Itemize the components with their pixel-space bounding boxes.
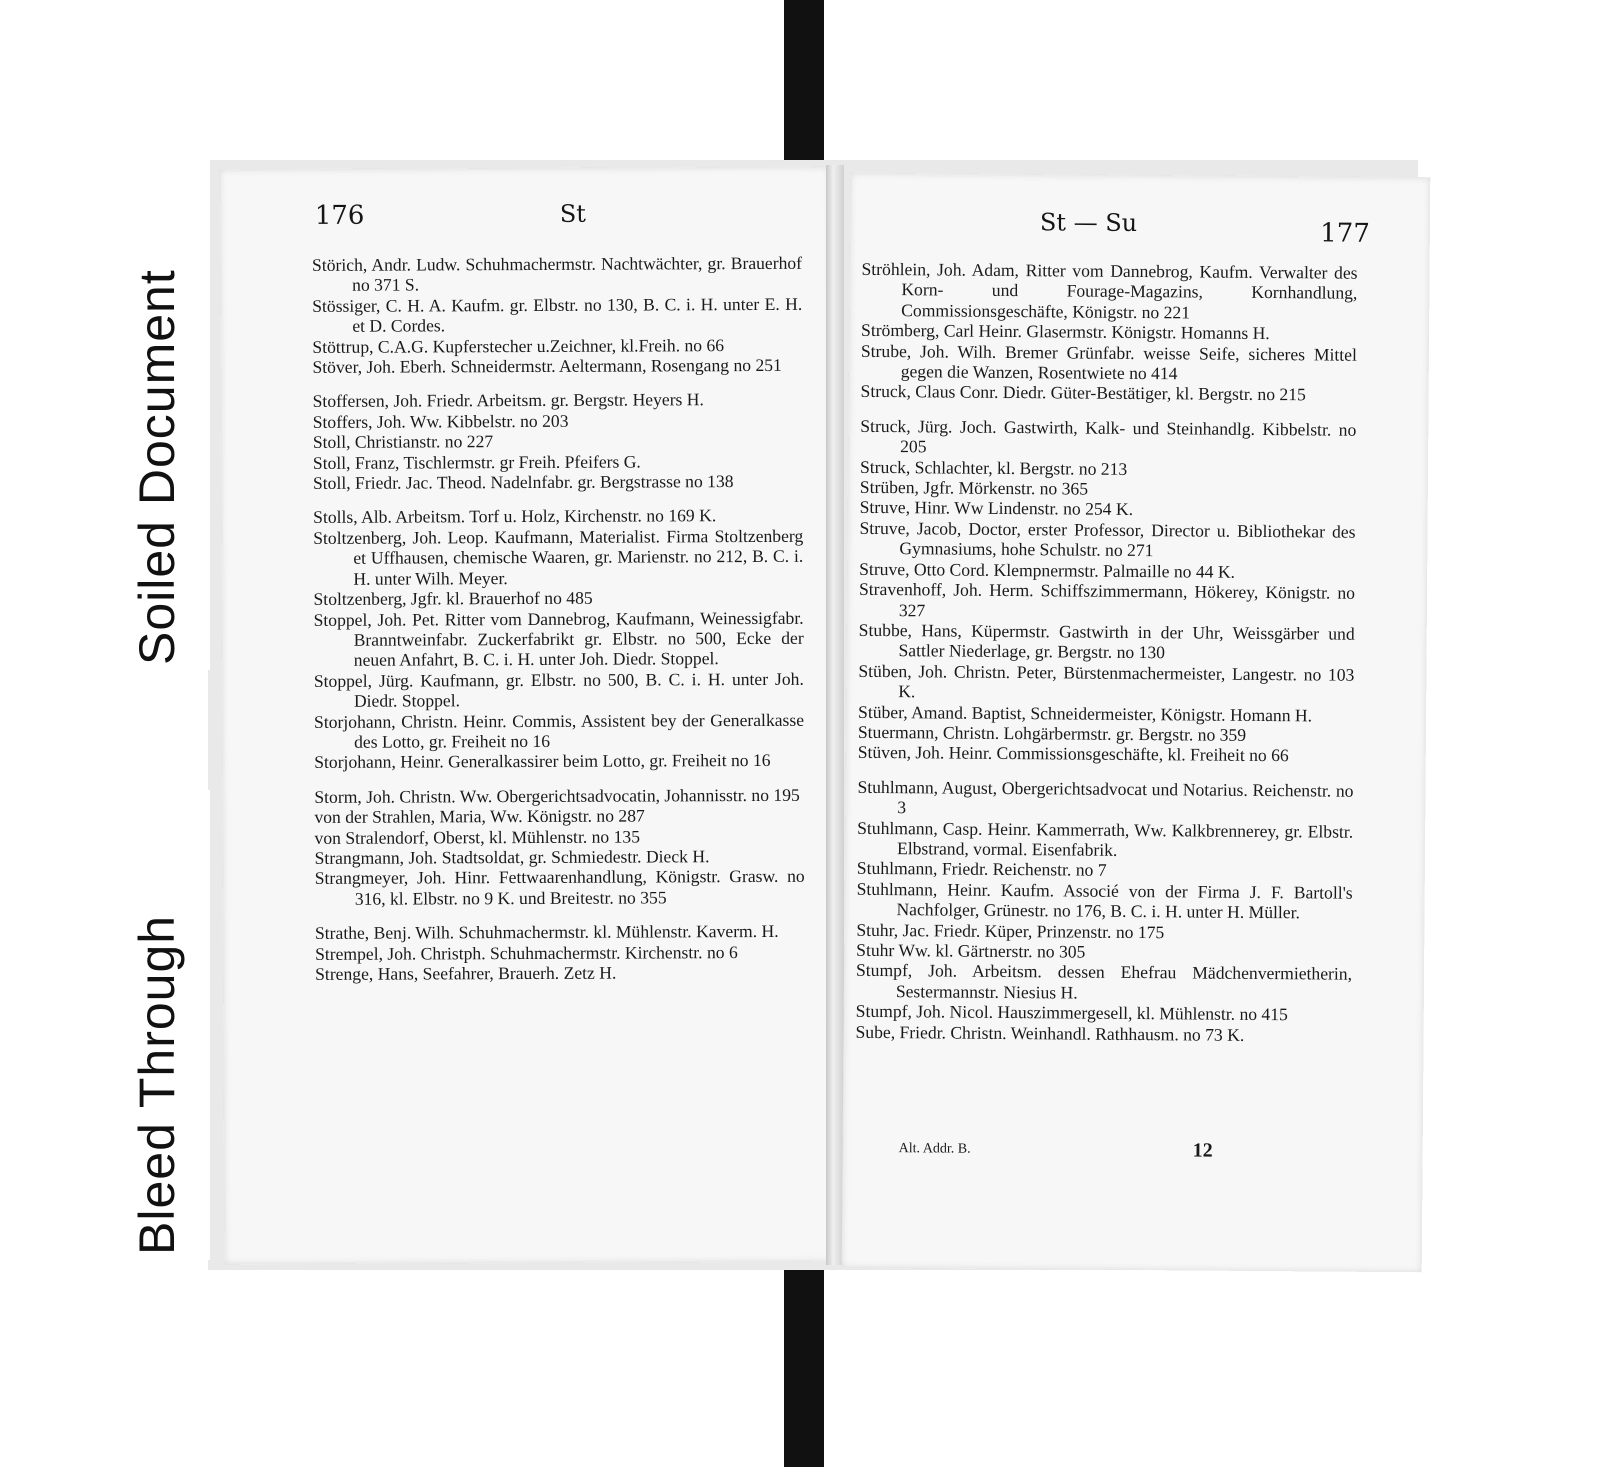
directory-entry: Strangmeyer, Joh. Hinr. Fettwaarenhandlung, Königstr. Grasw. no 316, kl. Elbstr. no 9 K. und Breitestr. no 355 [314,866,805,909]
directory-entry: Stoll, Friedr. Jac. Theod. Nadelnfabr. gr. Bergstrasse no 138 [312,471,734,493]
directory-entry: Stuhlmann, Friedr. Reichenstr. no 7 [856,858,1107,881]
directory-entry: Struve, Otto Cord. Klempnermstr. Palmaille no 44 K. [859,558,1236,582]
directory-entry: Stubbe, Hans, Küpermstr. Gastwirth in der Uhr, Weissgärber und Sattler Niederlage, gr. Bergstr. no 130 [858,619,1355,663]
right-page-header [850,201,1430,249]
directory-entry: Störich, Andr. Ludw. Schuhmachermstr. Nachtwächter, gr. Brauerhof no 371 S. [311,252,803,296]
signature-mark: Alt. Addr. B. [898,1141,971,1157]
directory-entry: Strüben, Jgfr. Mörkenstr. no 365 [859,476,1089,499]
directory-entry: von der Strahlen, Maria, Ww. Königstr. no 287 [314,805,645,828]
directory-entry: Stöttrup, C.A.G. Kupferstecher u.Zeichner, kl.Freih. no 66 [312,334,725,357]
directory-entry: Stuhlmann, Casp. Heinr. Kammerrath, Ww. Kalkbrennerey, gr. Elbstr. Elbstrand, vormal. Eisenfabrik. [857,817,1354,860]
directory-entry: Stüben, Joh. Christn. Peter, Bürstenmachermeister, Langestr. no 103 K. [858,660,1355,702]
directory-entry: Stoll, Christianstr. no 227 [312,431,494,453]
left-page-number: 176 [314,200,365,231]
soiled-document-label: Soiled Document [129,269,185,665]
right-entry-list [855,259,1357,1046]
directory-entry: Stoppel, Jürg. Kaufmann, gr. Elbstr. no 500, B. C. i. H. unter Joh. Diedr. Stoppel. [313,668,804,711]
directory-entry: Stoltzenberg, Jgfr. kl. Brauerhof no 485 [313,587,593,610]
directory-entry: Stuhlmann, Heinr. Kaufm. Associé von der Firma J. F. Bartoll's Nachfolger, Grünestr. no 176, B. C. i. H. unter H. Müller. [856,878,1353,923]
directory-entry: Sube, Friedr. Christn. Weinhandl. Rathhausm. no 73 K. [855,1021,1245,1045]
directory-entry: Stumpf, Joh. Arbeitsm. dessen Ehefrau Mädchenvermietherin, Sestermannstr. Niesius H. [855,960,1353,1003]
directory-entry: Storjohann, Christn. Heinr. Commis, Assistent bey der Generalkasse des Lotto, gr. Freiheit no 16 [313,709,805,752]
directory-entry: Stoll, Franz, Tischlermstr. gr Freih. Pfeifers G. [312,451,641,473]
directory-entry: Struck, Schlachter, kl. Bergstr. no 213 [859,456,1128,479]
right-running-head: St — Su [1039,208,1138,237]
bleed-through-label: Bleed Through [129,914,185,1255]
directory-entry: Strangmann, Joh. Stadtsoldat, gr. Schmiedestr. Dieck H. [314,846,710,868]
directory-entry: Strömberg, Carl Heinr. Glasermstr. Königstr. Homanns H. [860,320,1270,344]
directory-entry: Struve, Hinr. Ww Lindenstr. no 254 K. [859,497,1134,520]
directory-entry: Strenge, Hans, Seefahrer, Brauerh. Zetz H. [315,962,617,984]
left-entry-list [312,253,805,985]
right-page [842,173,1431,1273]
directory-entry: Stüber, Amand. Baptist, Schneidermeister, Königstr. Homann H. [858,701,1313,725]
book-gutter [826,165,844,1265]
directory-entry: Strathe, Benj. Wilh. Schuhmachermstr. kl. Mühlenstr. Kaverm. H. [314,921,779,944]
directory-entry: Stumpf, Joh. Nicol. Hauszimmergesell, kl. Mühlenstr. no 415 [855,1001,1288,1025]
directory-entry: Stoppel, Joh. Pet. Ritter vom Dannebrog, Kaufmann, Weinessigfabr. Branntweinfabr. Zuckerfabrikt gr. Elbstr. no 500, Ecke der neuen Anfahrt, B. C. i. H. unter Joh. Diedr. Stoppel. [313,607,804,671]
right-page-number: 177 [1320,218,1370,249]
spine-strip-bottom [784,1262,824,1467]
directory-entry: Ströhlein, Joh. Adam, Ritter vom Dannebrog, Kaufm. Verwalter des Korn- und Fourage-Magazins, Kornhandlung, Commissionsgeschäfte, Königstr. no 221 [861,258,1358,323]
directory-entry: Stössiger, C. H. A. Kaufm. gr. Elbstr. no 130, B. C. i. H. unter E. H. et D. Cordes. [312,293,803,336]
gathering-number: 12 [1192,1139,1213,1162]
directory-entry: Struck, Claus Conr. Diedr. Güter-Bestätiger, kl. Bergstr. no 215 [860,381,1306,405]
spine-strip-top [784,0,824,175]
directory-entry: Stoffers, Joh. Ww. Kibbelstr. no 203 [312,410,569,432]
left-page-header [220,195,830,238]
directory-entry: Stravenhoff, Joh. Herm. Schiffszimmermann, Hökerey, Königstr. no 327 [858,578,1356,620]
directory-entry: Stuhr, Jac. Friedr. Küper, Prinzenstr. no 175 [856,919,1165,942]
directory-entry: von Stralendorf, Oberst, kl. Mühlenstr. no 135 [314,826,641,848]
directory-entry: Stüven, Joh. Heinr. Commissionsgeschäfte, kl. Freiheit no 66 [857,742,1289,766]
directory-entry: Strempel, Joh. Christph. Schuhmachermstr. Kirchenstr. no 6 [314,941,738,964]
directory-entry: Strube, Joh. Wilh. Bremer Grünfabr. weisse Seife, sicheres Mittel gegen die Wanzen, Rosentwiete no 414 [860,340,1357,384]
directory-entry: Stoltzenberg, Joh. Leop. Kaufmann, Materialist. Firma Stoltzenberg et Uffhausen, chemische Waaren, gr. Marienstr. no 212, B. C. i. H. unter Wilh. Meyer. [313,525,804,589]
left-running-head: St [559,199,586,228]
directory-entry: Struve, Jacob, Doctor, erster Professor, Director u. Bibliothekar des Gymnasiums, hohe Schulstr. no 271 [859,517,1356,561]
directory-entry: Stuhlmann, August, Obergerichtsadvocat und Notarius. Reichenstr. no 3 [857,776,1354,818]
directory-entry: Stuhr Ww. kl. Gärtnerstr. no 305 [856,939,1086,962]
directory-entry: Stuermann, Christn. Lohgärbermstr. gr. Bergstr. no 359 [857,721,1247,745]
directory-entry: Stolls, Alb. Arbeitsm. Torf u. Holz, Kirchenstr. no 169 K. [313,505,717,528]
directory-entry: Storm, Joh. Christn. Ww. Obergerichtsadvocatin, Johannisstr. no 195 [314,784,800,807]
directory-entry: Stöver, Joh. Eberh. Schneidermstr. Aeltermann, Rosengang no 251 [312,354,782,377]
directory-entry: Stoffersen, Joh. Friedr. Arbeitsm. gr. Bergstr. Heyers H. [312,389,704,412]
left-page [220,167,835,1265]
directory-entry: Storjohann, Heinr. Generalkassirer beim Lotto, gr. Freiheit no 16 [314,750,771,773]
directory-entry: Struck, Jürg. Joch. Gastwirth, Kalk- und Steinhandlg. Kibbelstr. no 205 [860,415,1357,457]
